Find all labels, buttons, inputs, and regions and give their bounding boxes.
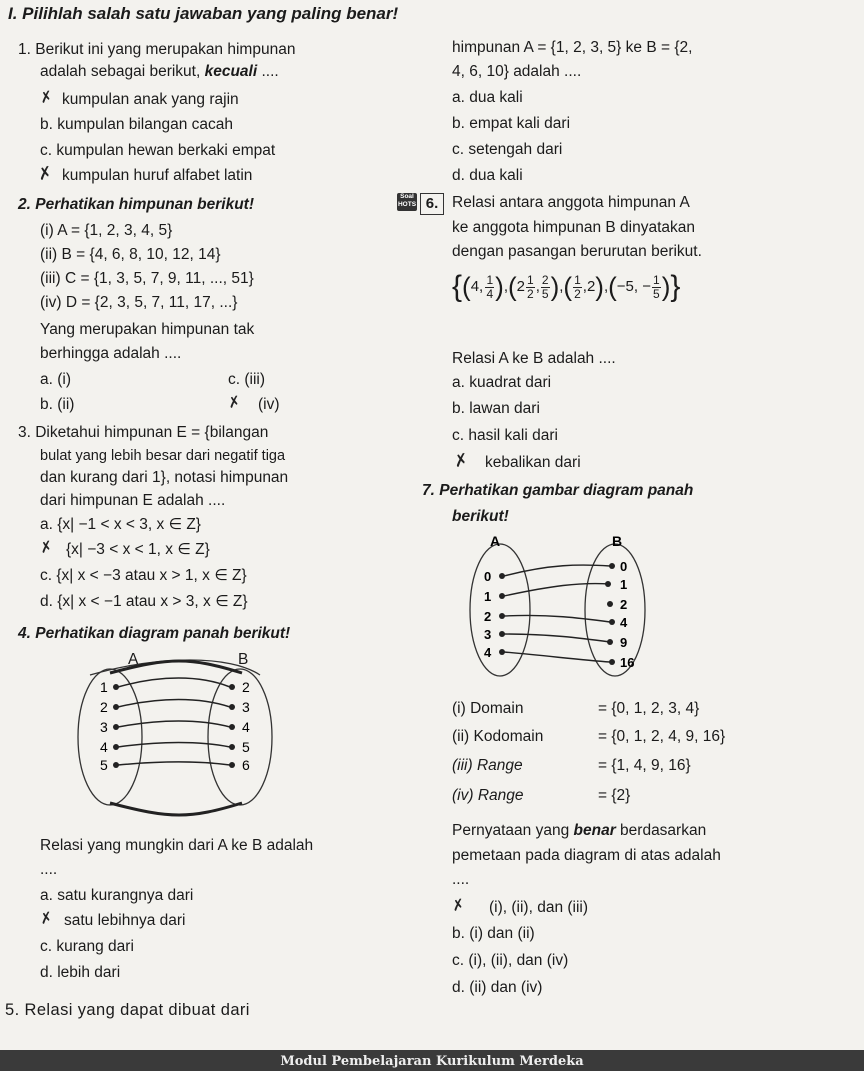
q7-option-c: c. (i), (ii), dan (iv) bbox=[452, 952, 569, 969]
q6-option-d: kebalikan dari bbox=[485, 454, 581, 471]
q7-stmt-ii-label: (ii) Kodomain bbox=[452, 728, 544, 745]
q7-stmt-ii-value: = {0, 1, 2, 4, 9, 16} bbox=[598, 728, 726, 745]
q7-b-2: 2 bbox=[620, 597, 628, 612]
q6-question: Relasi A ke B adalah .... bbox=[452, 350, 616, 367]
q2-option-b: b. (ii) bbox=[40, 396, 75, 413]
pen-mark-a: ✗ bbox=[38, 87, 55, 108]
q7-dot-b9 bbox=[607, 639, 613, 645]
q1-option-b: b. kumpulan bilangan cacah bbox=[40, 116, 234, 133]
q2-option-d: (iv) bbox=[258, 396, 280, 413]
q7-arrow-3-9 bbox=[504, 634, 610, 642]
q4-ellipse-b bbox=[208, 669, 272, 805]
q7-stmt-i-label: (i) Domain bbox=[452, 700, 524, 717]
q7-dot-b1 bbox=[605, 581, 611, 587]
q4-a-5: 5 bbox=[100, 757, 108, 773]
rt-option-a: a. dua kali bbox=[452, 89, 523, 106]
q4-b-3: 3 bbox=[242, 699, 250, 715]
q7-question-line1: Pernyataan yang benar berdasarkan bbox=[452, 822, 707, 839]
q4-b-4: 4 bbox=[242, 719, 250, 735]
q7-dot-a4 bbox=[499, 649, 505, 655]
q7-dot-a3 bbox=[499, 631, 505, 637]
q4-dots: .... bbox=[40, 861, 58, 878]
q7-stmt-iv-label: (iv) Range bbox=[452, 787, 524, 804]
q7-arrow-0-0 bbox=[504, 565, 610, 576]
q7-ellipse-b bbox=[585, 544, 645, 676]
q4-dot-a1 bbox=[113, 684, 119, 690]
q7-option-a: (i), (ii), dan (iii) bbox=[489, 899, 589, 916]
q6-pair2-whole: 2 bbox=[516, 277, 526, 295]
q7-stem-line1: 7. Perhatikan gambar diagram panah bbox=[422, 482, 694, 499]
q4-dot-a2 bbox=[113, 704, 119, 710]
q2-item-iv: (iv) D = {2, 3, 5, 7, 11, 17, ...} bbox=[40, 294, 238, 311]
q4-dot-a3 bbox=[113, 724, 119, 730]
q2-item-iii: (iii) C = {1, 3, 5, 7, 9, 11, ..., 51} bbox=[40, 270, 254, 287]
q4-arrow-3-4 bbox=[118, 721, 230, 727]
q7-arrow-1-1 bbox=[504, 584, 610, 597]
q4-stem: 4. Perhatikan diagram panah berikut! bbox=[18, 625, 291, 642]
q2-question-line1: Yang merupakan himpunan tak bbox=[40, 321, 255, 338]
rt-option-d: d. dua kali bbox=[452, 167, 523, 184]
q4-dot-b2 bbox=[229, 704, 235, 710]
q7-dot-a0 bbox=[499, 573, 505, 579]
q7-b-16: 16 bbox=[620, 655, 635, 670]
q3-option-d: d. {x| x < −1 atau x > 3, x ∈ Z} bbox=[40, 593, 248, 610]
q5-stem: 5. Relasi yang dapat dibuat dari bbox=[5, 1001, 250, 1019]
q1-option-c: c. kumpulan hewan berkaki empat bbox=[40, 142, 276, 159]
q7-arrow-2-4 bbox=[504, 615, 610, 622]
q4-dot-b4 bbox=[229, 744, 235, 750]
q4-b-2: 2 bbox=[242, 679, 250, 695]
q4-label-b: B bbox=[238, 651, 249, 668]
q2-stem: 2. Perhatikan himpunan berikut! bbox=[18, 196, 254, 213]
q7-dot-b4 bbox=[609, 619, 615, 625]
q4-a-4: 4 bbox=[100, 739, 108, 755]
q6-option-a: a. kuadrat dari bbox=[452, 374, 552, 391]
q7-arrow-diagram bbox=[460, 530, 660, 680]
q4-ellipse-a bbox=[78, 669, 142, 805]
q7-question-line2: pemetaan pada diagram di atas adalah bbox=[452, 847, 721, 864]
rt-option-b: b. empat kali dari bbox=[452, 115, 571, 132]
q7-dot-a2 bbox=[499, 613, 505, 619]
q4-dot-b3 bbox=[229, 724, 235, 730]
q4-arrow-4-5 bbox=[118, 743, 230, 748]
q1-option-d: kumpulan huruf alfabet latin bbox=[62, 167, 253, 184]
q6-stem-line2: ke anggota himpunan B dinyatakan bbox=[452, 219, 696, 236]
q4-a-1: 1 bbox=[100, 679, 108, 695]
q3-stem-line3: dan kurang dari 1}, notasi himpunan bbox=[40, 469, 289, 486]
q4-dot-b1 bbox=[229, 684, 235, 690]
q4-dot-a4 bbox=[113, 744, 119, 750]
pen-mark-d: ✗ bbox=[36, 162, 54, 185]
q2-question-line2: berhingga adalah .... bbox=[40, 345, 182, 362]
q3-stem-line1: 3. Diketahui himpunan E = {bilangan bbox=[18, 424, 269, 441]
q7-option-d: d. (ii) dan (iv) bbox=[452, 979, 543, 996]
q7-stmt-iii-label: (iii) Range bbox=[452, 757, 523, 774]
q4-arrow-5-6 bbox=[118, 762, 230, 765]
hots-badge: Soal HOTS bbox=[397, 193, 417, 211]
pen-mark-q3: ✗ bbox=[38, 537, 55, 558]
q7-ellipse-a bbox=[470, 544, 530, 676]
q4-label-a: A bbox=[128, 651, 139, 668]
q6-pair1-first: 4 bbox=[470, 277, 480, 295]
q4-option-b: satu lebihnya dari bbox=[64, 912, 186, 929]
q7-option-b: b. (i) dan (ii) bbox=[452, 925, 535, 942]
q7-a-0: 0 bbox=[484, 569, 492, 584]
pen-mark-q2: ✗ bbox=[226, 392, 243, 413]
q7-label-a: A bbox=[490, 533, 501, 549]
q7-dot-b0 bbox=[609, 563, 615, 569]
q3-option-a: a. {x| −1 < x < 3, x ∈ Z} bbox=[40, 516, 201, 533]
q7-b-0: 0 bbox=[620, 559, 628, 574]
q3-stem-line2: bulat yang lebih besar dari negatif tiga bbox=[40, 448, 286, 464]
q6-ordered-pairs: {(4, $\frac{1}{4}$ ),(2 $\frac{1}{2}$ , $\frac{2}{5}$ ),( $\frac{1}{2}$ ,2),(−5, − $\frac{1}{5}$ )} bbox=[452, 270, 681, 303]
q4-option-c: c. kurang dari bbox=[40, 938, 134, 955]
pen-mark-q4: ✗ bbox=[38, 908, 55, 929]
q1-stem-line1: 1. Berikut ini yang merupakan himpunan bbox=[18, 41, 296, 58]
pen-mark-q7: ✗ bbox=[450, 895, 467, 916]
q4-dot-a5 bbox=[113, 762, 119, 768]
q7-stmt-iv-value: = {2} bbox=[598, 787, 631, 804]
q6-option-c: c. hasil kali dari bbox=[452, 427, 558, 444]
q7-label-b: B bbox=[612, 533, 623, 549]
q7-b-9: 9 bbox=[620, 635, 628, 650]
q4-arrow-1-2 bbox=[118, 678, 230, 687]
page-footer: Modul Pembelajaran Kurikulum Merdeka bbox=[0, 1050, 864, 1071]
q1-stem-line2: adalah sebagai berikut, kecuali .... bbox=[40, 63, 279, 80]
q2-option-c: c. (iii) bbox=[228, 371, 266, 388]
pen-mark-q6: ✗ bbox=[452, 449, 470, 472]
q7-a-4: 4 bbox=[484, 645, 492, 660]
q7-b-4: 4 bbox=[620, 615, 628, 630]
q7-dot-a1 bbox=[499, 593, 505, 599]
q2-item-ii: (ii) B = {4, 6, 8, 10, 12, 14} bbox=[40, 246, 221, 263]
q7-stem-line2: berikut! bbox=[452, 508, 509, 525]
q4-b-5: 5 bbox=[242, 739, 250, 755]
q4-arrow-diagram bbox=[70, 665, 330, 815]
q6-stem-line1: Relasi antara anggota himpunan A bbox=[452, 194, 690, 211]
q7-stmt-iii-value: = {1, 4, 9, 16} bbox=[598, 757, 691, 774]
q6-option-b: b. lawan dari bbox=[452, 400, 540, 417]
rt-stem-line2: 4, 6, 10} adalah .... bbox=[452, 63, 582, 80]
q7-stmt-i-value: = {0, 1, 2, 3, 4} bbox=[598, 700, 700, 717]
q4-a-2: 2 bbox=[100, 699, 108, 715]
q3-option-c: c. {x| x < −3 atau x > 1, x ∈ Z} bbox=[40, 567, 247, 584]
q2-option-a: a. (i) bbox=[40, 371, 71, 388]
section-header: I. Pilihlah salah satu jawaban yang paling benar! bbox=[8, 4, 399, 23]
q7-a-1: 1 bbox=[484, 589, 492, 604]
q4-a-3: 3 bbox=[100, 719, 108, 735]
q4-option-a: a. satu kurangnya dari bbox=[40, 887, 194, 904]
q7-a-3: 3 bbox=[484, 627, 492, 642]
q3-option-b: {x| −3 < x < 1, x ∈ Z} bbox=[66, 541, 210, 558]
q2-item-i: (i) A = {1, 2, 3, 4, 5} bbox=[40, 222, 173, 239]
q7-dot-b2 bbox=[607, 601, 613, 607]
rt-stem-line1: himpunan A = {1, 2, 3, 5} ke B = {2, bbox=[452, 39, 693, 56]
q4-dot-b5 bbox=[229, 762, 235, 768]
q7-a-2: 2 bbox=[484, 609, 492, 624]
rt-option-c: c. setengah dari bbox=[452, 141, 563, 158]
q4-relation-band-bottom bbox=[110, 803, 242, 815]
q1-option-a: kumpulan anak yang rajin bbox=[62, 91, 239, 108]
q4-question: Relasi yang mungkin dari A ke B adalah bbox=[40, 837, 314, 854]
q4-option-d: d. lebih dari bbox=[40, 964, 121, 981]
q3-stem-line4: dari himpunan E adalah .... bbox=[40, 492, 226, 509]
q7-dot-b16 bbox=[609, 659, 615, 665]
q7-b-1: 1 bbox=[620, 577, 628, 592]
q4-b-6: 6 bbox=[242, 757, 250, 773]
q7-dots: .... bbox=[452, 871, 470, 888]
q6-stem-line3: dengan pasangan berurutan berikut. bbox=[452, 243, 702, 260]
q6-number: 6. bbox=[420, 193, 444, 215]
